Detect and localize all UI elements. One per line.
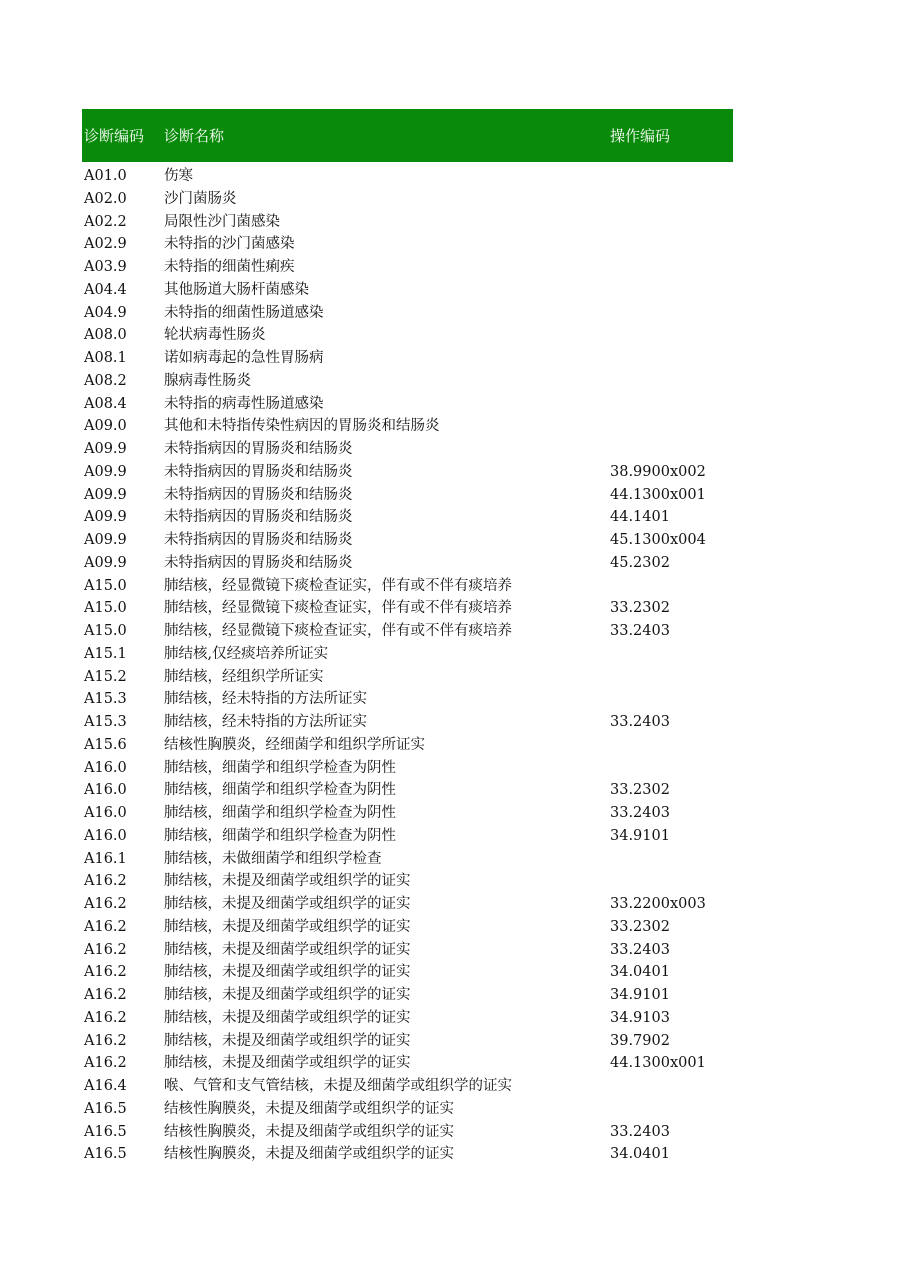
cell-operation-code <box>610 233 733 256</box>
cell-operation-code: 38.9900x002 <box>610 463 706 480</box>
cell-diagnosis-code: A15.0 <box>84 577 127 594</box>
cell-diagnosis-code: A16.4 <box>84 1078 127 1094</box>
header-operation-code: 操作编码 <box>610 127 671 145</box>
table-row <box>82 1098 733 1121</box>
cell-diagnosis-name: 肺结核，未提及细菌学或组织学的证实 <box>164 941 411 958</box>
cell-diagnosis-code: A16.2 <box>84 896 127 912</box>
cell-operation-code <box>610 302 733 325</box>
cell-diagnosis-name: 结核性胸膜炎，经细菌学和组织学所证实 <box>164 736 425 753</box>
cell-diagnosis-name: 腺病毒性肠炎 <box>164 372 251 389</box>
cell-operation-code: 34.0401 <box>610 1146 670 1163</box>
cell-operation-code <box>610 688 733 711</box>
table-row <box>82 1143 733 1166</box>
cell-diagnosis-code: A09.9 <box>84 509 127 526</box>
table-row <box>82 1007 733 1030</box>
table-header <box>82 109 733 162</box>
cell-operation-code: 33.2302 <box>610 918 670 935</box>
cell-diagnosis-name: 局限性沙门菌感染 <box>164 213 280 230</box>
cell-diagnosis-code: A16.2 <box>84 1032 127 1049</box>
cell-operation-code: 45.2302 <box>610 554 670 571</box>
cell-diagnosis-name: 肺结核，经未特指的方法所证实 <box>164 714 367 730</box>
cell-operation-code <box>610 757 733 780</box>
cell-operation-code: 33.2403 <box>610 805 670 821</box>
cell-operation-code <box>610 666 733 689</box>
cell-diagnosis-name: 肺结核，经显微镜下痰检查证实，伴有或不伴有痰培养 <box>164 623 512 639</box>
cell-diagnosis-code: A15.2 <box>84 668 127 685</box>
cell-diagnosis-name: 未特指的细菌性肠道感染 <box>164 304 324 321</box>
table-row <box>82 256 733 279</box>
cell-operation-code: 34.0401 <box>610 964 670 981</box>
cell-operation-code: 33.2200x003 <box>610 896 706 912</box>
cell-diagnosis-name: 肺结核，细菌学和组织学检查为阴性 <box>164 782 396 799</box>
cell-operation-code <box>610 870 733 893</box>
cell-diagnosis-code: A16.2 <box>84 964 127 981</box>
cell-diagnosis-code: A08.1 <box>84 350 127 366</box>
table-row <box>82 711 733 734</box>
table-row <box>82 939 733 962</box>
table-row <box>82 438 733 461</box>
cell-diagnosis-name: 肺结核，未提及细菌学或组织学的证实 <box>164 964 411 981</box>
cell-diagnosis-name: 肺结核，未提及细菌学或组织学的证实 <box>164 918 411 935</box>
cell-operation-code: 33.2403 <box>610 623 670 639</box>
cell-diagnosis-code: A01.0 <box>84 168 127 184</box>
cell-diagnosis-code: A16.0 <box>84 827 127 844</box>
cell-operation-code <box>610 279 733 302</box>
table-row <box>82 461 733 484</box>
table-row <box>82 575 733 598</box>
diagnosis-table <box>82 109 733 1166</box>
cell-diagnosis-code: A16.0 <box>84 805 127 821</box>
cell-diagnosis-code: A16.1 <box>84 850 127 867</box>
table-row <box>82 279 733 302</box>
table-row <box>82 825 733 848</box>
table-row <box>82 620 733 643</box>
cell-operation-code: 39.7902 <box>610 1032 670 1049</box>
cell-operation-code <box>610 438 733 461</box>
cell-diagnosis-code: A15.0 <box>84 600 127 617</box>
table-row <box>82 165 733 188</box>
table-row <box>82 643 733 666</box>
table-row <box>82 347 733 370</box>
cell-operation-code <box>610 575 733 598</box>
cell-operation-code <box>610 734 733 757</box>
table-row <box>82 415 733 438</box>
cell-diagnosis-code: A08.4 <box>84 395 127 412</box>
table-row <box>82 893 733 916</box>
table-row <box>82 324 733 347</box>
cell-diagnosis-name: 结核性胸膜炎，未提及细菌学或组织学的证实 <box>164 1146 454 1163</box>
cell-diagnosis-code: A16.2 <box>84 1009 127 1026</box>
cell-diagnosis-name: 肺结核，细菌学和组织学检查为阴性 <box>164 759 396 776</box>
cell-operation-code: 33.2403 <box>610 714 670 730</box>
cell-diagnosis-code: A15.1 <box>84 645 127 662</box>
table-row <box>82 1075 733 1098</box>
cell-diagnosis-name: 肺结核，未提及细菌学或组织学的证实 <box>164 987 411 1003</box>
cell-operation-code <box>610 256 733 279</box>
cell-operation-code <box>610 393 733 416</box>
cell-diagnosis-name: 诺如病毒起的急性胃肠病 <box>164 350 324 366</box>
cell-operation-code <box>610 370 733 393</box>
cell-diagnosis-code: A16.5 <box>84 1123 127 1140</box>
table-row <box>82 961 733 984</box>
table-row <box>82 484 733 507</box>
table-row <box>82 779 733 802</box>
cell-diagnosis-name: 肺结核，经组织学所证实 <box>164 668 324 685</box>
table-row <box>82 1121 733 1144</box>
table-row <box>82 870 733 893</box>
table-row <box>82 916 733 939</box>
cell-operation-code: 34.9101 <box>610 987 670 1003</box>
cell-diagnosis-name: 肺结核，细菌学和组织学检查为阴性 <box>164 827 396 844</box>
table-row <box>82 506 733 529</box>
table-row <box>82 802 733 825</box>
cell-operation-code <box>610 165 733 188</box>
table-row <box>82 233 733 256</box>
cell-diagnosis-code: A15.0 <box>84 623 127 639</box>
cell-diagnosis-code: A04.4 <box>84 281 127 298</box>
cell-diagnosis-name: 其他肠道大肠杆菌感染 <box>164 281 309 298</box>
cell-diagnosis-name: 肺结核，未提及细菌学或组织学的证实 <box>164 1009 411 1026</box>
cell-diagnosis-code: A16.5 <box>84 1100 127 1117</box>
cell-operation-code <box>610 1098 733 1121</box>
cell-diagnosis-code: A02.0 <box>84 190 127 207</box>
cell-diagnosis-code: A16.0 <box>84 782 127 799</box>
cell-diagnosis-code: A16.2 <box>84 1055 127 1072</box>
table-row <box>82 984 733 1007</box>
cell-diagnosis-name: 未特指病因的胃肠炎和结肠炎 <box>164 532 353 548</box>
table-row <box>82 188 733 211</box>
cell-diagnosis-code: A09.9 <box>84 441 127 457</box>
cell-operation-code: 33.2302 <box>610 600 670 617</box>
table-row <box>82 529 733 552</box>
cell-operation-code: 44.1401 <box>610 509 670 526</box>
header-diagnosis-name: 诊断名称 <box>164 127 225 145</box>
table-row <box>82 1030 733 1053</box>
cell-diagnosis-code: A16.5 <box>84 1146 127 1163</box>
cell-diagnosis-name: 肺结核，经显微镜下痰检查证实，伴有或不伴有痰培养 <box>164 600 512 617</box>
table-row <box>82 211 733 234</box>
cell-diagnosis-code: A02.2 <box>84 213 127 230</box>
table-body <box>82 165 733 1166</box>
cell-diagnosis-code: A09.9 <box>84 554 127 571</box>
cell-diagnosis-name: 伤寒 <box>164 168 193 184</box>
cell-diagnosis-name: 肺结核，经未特指的方法所证实 <box>164 691 367 708</box>
cell-operation-code: 44.1300x001 <box>610 486 706 503</box>
table-row <box>82 848 733 871</box>
cell-diagnosis-name: 未特指病因的胃肠炎和结肠炎 <box>164 509 353 526</box>
cell-diagnosis-name: 沙门菌肠炎 <box>164 190 237 207</box>
cell-diagnosis-name: 未特指的病毒性肠道感染 <box>164 395 324 412</box>
cell-operation-code: 44.1300x001 <box>610 1055 706 1072</box>
cell-diagnosis-name: 结核性胸膜炎，未提及细菌学或组织学的证实 <box>164 1100 454 1117</box>
cell-diagnosis-code: A16.2 <box>84 918 127 935</box>
table-row <box>82 757 733 780</box>
cell-diagnosis-code: A16.2 <box>84 873 127 890</box>
table-row <box>82 734 733 757</box>
cell-operation-code <box>610 415 733 438</box>
table-row <box>82 597 733 620</box>
cell-diagnosis-code: A09.0 <box>84 418 127 435</box>
cell-diagnosis-code: A09.9 <box>84 463 127 480</box>
cell-diagnosis-code: A15.6 <box>84 736 127 753</box>
cell-diagnosis-code: A04.9 <box>84 304 127 321</box>
cell-diagnosis-name: 其他和未特指传染性病因的胃肠炎和结肠炎 <box>164 418 440 435</box>
cell-diagnosis-name: 肺结核，未做细菌学和组织学检查 <box>164 850 382 867</box>
cell-diagnosis-name: 未特指病因的胃肠炎和结肠炎 <box>164 441 353 457</box>
cell-diagnosis-code: A03.9 <box>84 259 127 275</box>
cell-operation-code <box>610 1075 733 1098</box>
cell-operation-code: 33.2403 <box>610 1123 670 1140</box>
cell-diagnosis-name: 轮状病毒性肠炎 <box>164 327 266 344</box>
table-row <box>82 302 733 325</box>
cell-diagnosis-code: A09.9 <box>84 486 127 503</box>
table-row <box>82 1052 733 1075</box>
cell-operation-code <box>610 347 733 370</box>
cell-operation-code: 34.9101 <box>610 827 670 844</box>
cell-diagnosis-code: A15.3 <box>84 714 127 730</box>
cell-operation-code <box>610 324 733 347</box>
cell-diagnosis-name: 肺结核，细菌学和组织学检查为阴性 <box>164 805 396 821</box>
cell-diagnosis-name: 肺结核,仅经痰培养所证实 <box>164 645 329 662</box>
cell-operation-code: 33.2403 <box>610 941 670 958</box>
cell-diagnosis-code: A08.0 <box>84 327 127 344</box>
cell-diagnosis-code: A08.2 <box>84 372 127 389</box>
cell-diagnosis-name: 肺结核，未提及细菌学或组织学的证实 <box>164 1055 411 1072</box>
cell-diagnosis-name: 肺结核，未提及细菌学或组织学的证实 <box>164 873 411 890</box>
table-row <box>82 393 733 416</box>
cell-diagnosis-name: 未特指病因的胃肠炎和结肠炎 <box>164 463 353 480</box>
header-diagnosis-code: 诊断编码 <box>84 127 145 145</box>
cell-diagnosis-name: 喉、气管和支气管结核，未提及细菌学或组织学的证实 <box>164 1078 512 1094</box>
cell-operation-code: 45.1300x004 <box>610 532 706 548</box>
table-row <box>82 552 733 575</box>
cell-diagnosis-code: A15.3 <box>84 691 127 708</box>
cell-operation-code <box>610 188 733 211</box>
cell-diagnosis-code: A02.9 <box>84 236 127 253</box>
table-row <box>82 370 733 393</box>
cell-operation-code: 34.9103 <box>610 1009 670 1026</box>
cell-operation-code <box>610 848 733 871</box>
cell-diagnosis-name: 结核性胸膜炎，未提及细菌学或组织学的证实 <box>164 1123 454 1140</box>
cell-diagnosis-code: A16.2 <box>84 987 127 1003</box>
cell-operation-code: 33.2302 <box>610 782 670 799</box>
cell-diagnosis-name: 未特指病因的胃肠炎和结肠炎 <box>164 554 353 571</box>
cell-diagnosis-code: A16.0 <box>84 759 127 776</box>
cell-diagnosis-name: 肺结核，未提及细菌学或组织学的证实 <box>164 896 411 912</box>
cell-diagnosis-name: 肺结核，经显微镜下痰检查证实，伴有或不伴有痰培养 <box>164 577 512 594</box>
table-row <box>82 666 733 689</box>
cell-diagnosis-code: A09.9 <box>84 532 127 548</box>
cell-operation-code <box>610 211 733 234</box>
cell-diagnosis-name: 未特指的沙门菌感染 <box>164 236 295 253</box>
cell-operation-code <box>610 643 733 666</box>
table-row <box>82 688 733 711</box>
cell-diagnosis-code: A16.2 <box>84 941 127 958</box>
cell-diagnosis-name: 肺结核，未提及细菌学或组织学的证实 <box>164 1032 411 1049</box>
cell-diagnosis-name: 未特指的细菌性痢疾 <box>164 259 295 275</box>
cell-diagnosis-name: 未特指病因的胃肠炎和结肠炎 <box>164 486 353 503</box>
